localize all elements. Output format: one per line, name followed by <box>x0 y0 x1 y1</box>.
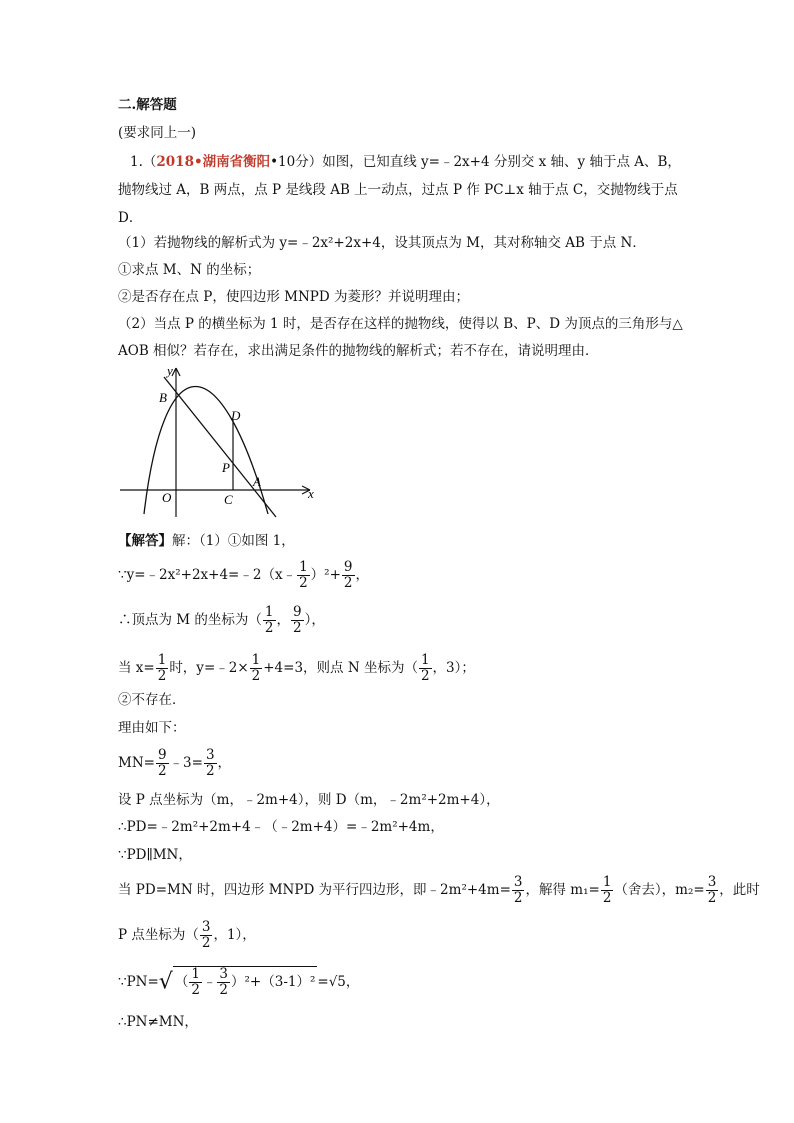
text-segment: ，解得 m₁= <box>525 882 600 898</box>
solution-line-13: ∴PN≠MN， <box>118 1014 198 1030</box>
numerator: 3 <box>219 966 229 982</box>
problem-line-3: D． <box>118 210 143 226</box>
label-a: A <box>253 474 261 489</box>
section-title: 二.解答题 <box>118 97 177 113</box>
denominator: 2 <box>157 668 167 684</box>
text-segment: ， <box>217 755 232 771</box>
problem-line-1 <box>130 152 681 172</box>
text-segment: +4=3，则点 N 坐标为（ <box>263 660 418 676</box>
solution-line-10 <box>118 875 760 906</box>
solution-line-7: 设 P 点坐标为（m，﹣2m+4），则 D（m，﹣2m²+2m+4）， <box>118 792 500 808</box>
requirement-note: (要求同上一) <box>118 125 197 141</box>
problem-number: 1.（ <box>130 154 157 170</box>
denominator: 2 <box>343 575 353 591</box>
solution-intro: 解：（1）①如图 1， <box>172 533 295 549</box>
text-segment: 时，y=﹣2× <box>169 660 249 676</box>
text-segment: ﹣3= <box>169 755 203 771</box>
solution-line-1 <box>118 560 369 591</box>
denominator: 2 <box>157 763 167 779</box>
label-b: B <box>159 390 167 405</box>
numerator: 1 <box>157 652 167 668</box>
solution-line-3 <box>118 653 475 684</box>
denominator: 2 <box>251 668 261 684</box>
fraction <box>204 748 217 779</box>
denominator: 2 <box>299 575 308 591</box>
solution-line-6 <box>118 748 231 779</box>
label-y: y <box>167 363 173 378</box>
denominator: 2 <box>201 935 211 951</box>
text-segment: 当 x= <box>118 660 155 676</box>
fraction <box>263 605 276 636</box>
text-segment: （舍去），m₂= <box>614 882 705 898</box>
text-segment: =√5， <box>317 974 360 990</box>
denominator: 2 <box>707 890 717 906</box>
fraction <box>419 653 432 684</box>
text-segment: ∴顶点为 M 的坐标为（ <box>118 612 262 628</box>
fraction <box>217 967 230 998</box>
denominator: 2 <box>420 668 430 684</box>
problem-part-1: （1）若抛物线的解析式为 y=﹣2x²+2x+4，设其顶点为 M，其对称轴交 AB 于点 N． <box>118 235 646 251</box>
numerator: 9 <box>293 604 302 620</box>
solution-line-5: 理由如下： <box>118 720 186 736</box>
denominator: 2 <box>513 890 523 906</box>
solution-line-2 <box>118 605 325 636</box>
label-p: P <box>222 460 230 475</box>
text-segment: ∵PN= <box>118 974 159 990</box>
numerator: 3 <box>513 874 523 890</box>
sqrt-content <box>173 966 318 998</box>
sqrt-sign: √ <box>158 969 173 995</box>
solution-line-4: ②不存在． <box>118 692 186 708</box>
text-segment: ， <box>355 567 369 583</box>
label-c: C <box>224 492 233 507</box>
solution-tag: 【解答】 <box>118 533 172 549</box>
fraction <box>200 920 213 951</box>
fraction <box>156 653 169 684</box>
fraction <box>189 967 202 998</box>
numerator: 9 <box>157 747 167 763</box>
denominator: 2 <box>191 982 200 998</box>
numerator: 1 <box>251 652 261 668</box>
text-segment: ）²+（3-1）² <box>231 974 316 990</box>
text-segment: （ <box>174 974 189 990</box>
numerator: 9 <box>343 559 353 575</box>
numerator: 1 <box>602 874 612 890</box>
denominator: 2 <box>219 982 229 998</box>
text-segment: ∵y=﹣2x²+2x+4=﹣2（x﹣ <box>118 567 297 583</box>
fraction <box>342 560 355 591</box>
solution-line-12 <box>118 966 359 998</box>
text-segment: 当 PD=MN 时，四边形 MNPD 为平行四边形，即﹣2m²+4m= <box>118 882 511 898</box>
problem-part-2a: （2）当点 P 的横坐标为 1 时，是否存在这样的抛物线，使得以 B、P、D 为顶点的三角形与△ <box>118 316 683 332</box>
line-ab <box>164 377 276 517</box>
problem-line-2: 抛物线过 A，B 两点，点 P 是线段 AB 上一动点，过点 P 作 PC⊥x 轴于点 C，交抛物线于点 <box>118 182 678 198</box>
fraction <box>297 560 310 591</box>
numerator: 1 <box>264 604 274 620</box>
numerator: 3 <box>201 919 211 935</box>
denominator: 2 <box>602 890 612 906</box>
question-1: ①求点 M、N 的坐标； <box>118 262 261 278</box>
solution-line-8: ∴PD=﹣2m²+2m+4﹣（﹣2m+4）=﹣2m²+4m， <box>118 819 444 835</box>
fraction <box>250 653 263 684</box>
denominator: 2 <box>264 620 274 636</box>
text-segment: ，3）； <box>432 660 475 676</box>
text-segment: ﹣ <box>202 974 217 990</box>
text-segment: ）²+ <box>310 567 341 583</box>
text-segment: ，1）， <box>213 927 256 943</box>
numerator: 1 <box>191 966 200 982</box>
solution-line-9: ∵PD∥MN， <box>118 847 192 863</box>
numerator: 1 <box>420 652 430 668</box>
parabola-figure <box>112 362 322 522</box>
text-segment: ）， <box>304 612 325 628</box>
question-2: ②是否存在点 P，使四边形 MNPD 为菱形？并说明理由； <box>118 289 469 305</box>
numerator: 1 <box>299 559 308 575</box>
label-x: x <box>308 486 314 501</box>
fraction <box>706 875 719 906</box>
problem-part-2b: AOB 相似？若存在，求出满足条件的抛物线的解析式；若不存在，请说明理由． <box>118 343 599 359</box>
denominator: 2 <box>293 620 302 636</box>
label-o: O <box>162 490 172 505</box>
fraction <box>291 605 304 636</box>
text-segment: P 点坐标为（ <box>118 927 199 943</box>
fraction <box>601 875 614 906</box>
numerator: 3 <box>707 874 717 890</box>
text-segment: MN= <box>118 755 155 771</box>
problem-source: 2018•湖南省衡阳 <box>156 154 271 170</box>
solution-header <box>118 531 295 551</box>
solution-line-11 <box>118 920 256 951</box>
text-segment: ，此时 <box>719 882 760 898</box>
text-segment: ， <box>276 612 290 628</box>
denominator: 2 <box>205 763 215 779</box>
label-d: D <box>231 408 241 423</box>
problem-intro: •10分）如图，已知直线 y=﹣2x+4 分别交 x 轴、y 轴于点 A、B， <box>270 154 681 170</box>
numerator: 3 <box>205 747 215 763</box>
fraction <box>512 875 525 906</box>
fraction <box>156 748 169 779</box>
